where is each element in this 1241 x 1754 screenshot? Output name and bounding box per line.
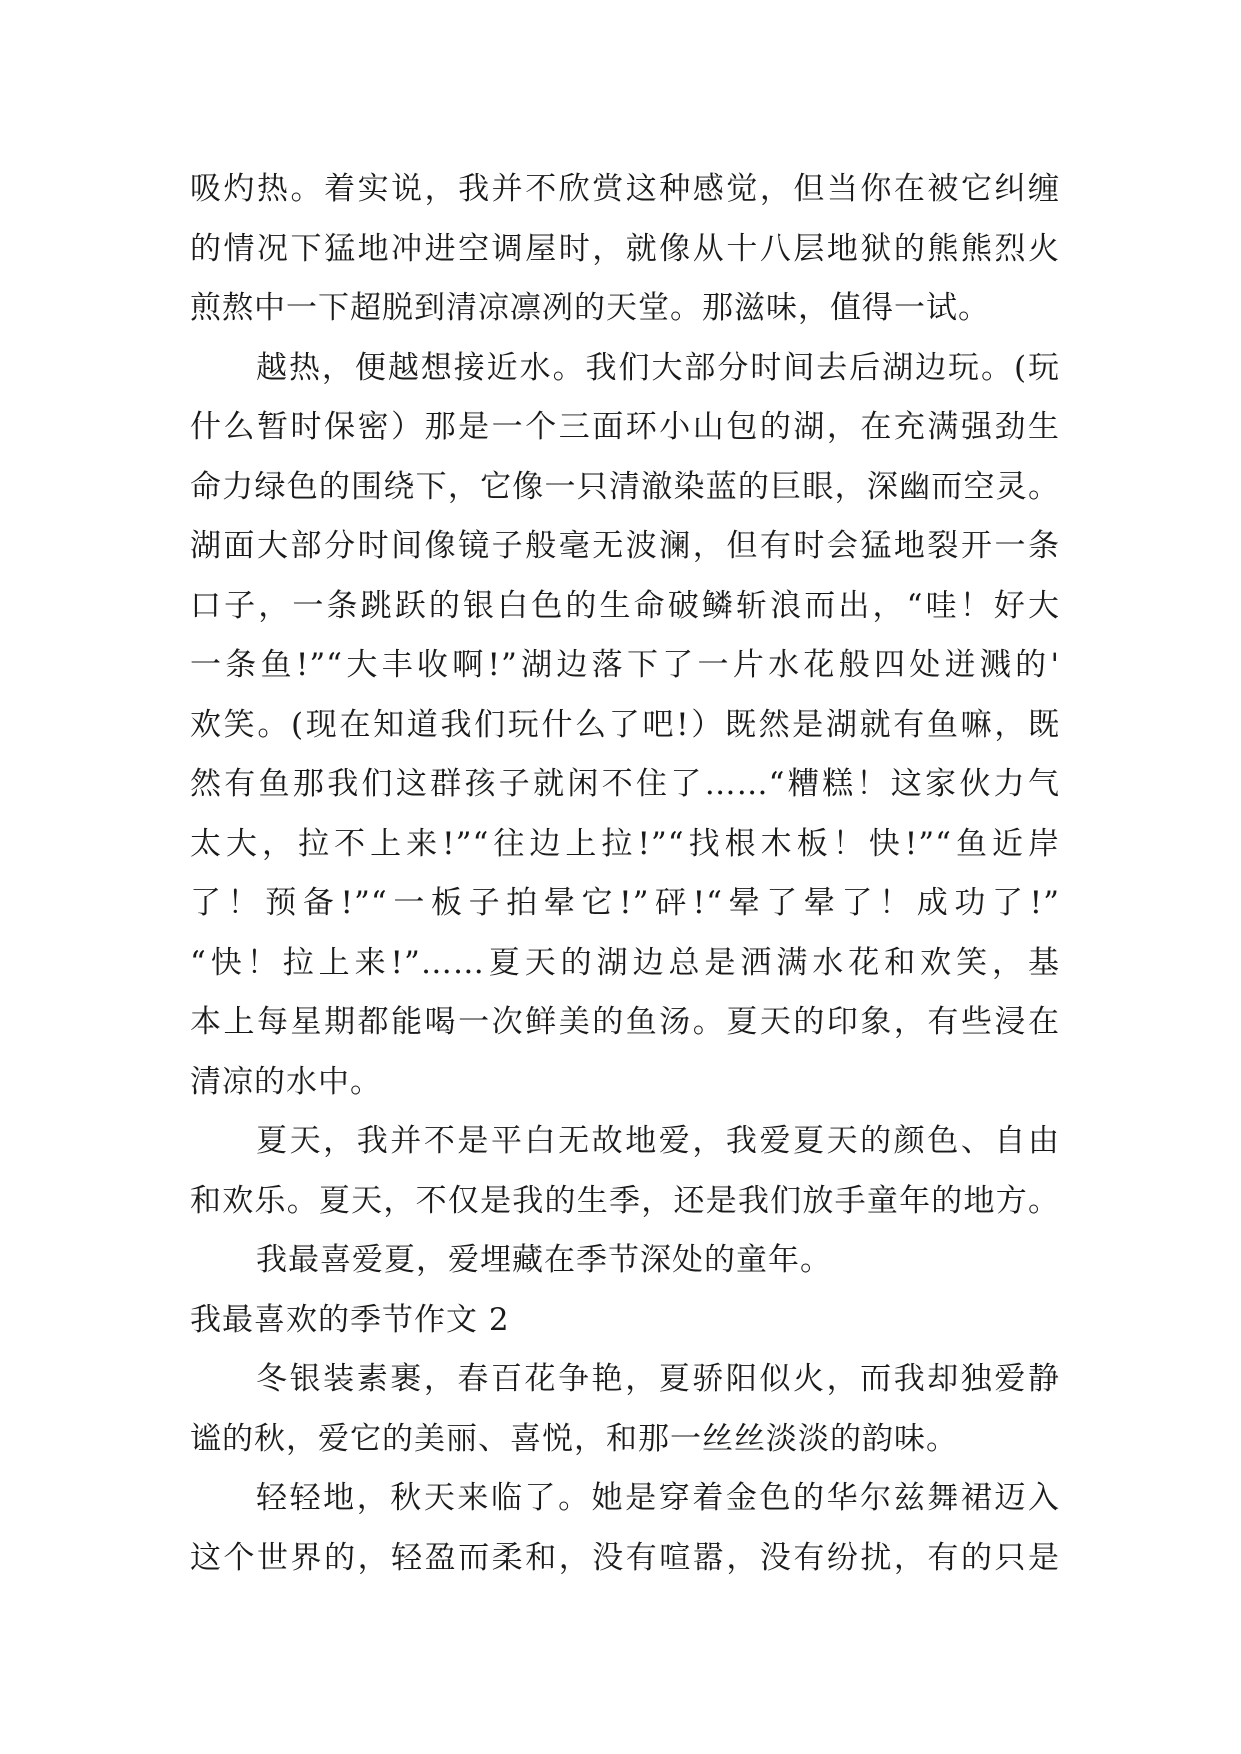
text-line-17: 夏天，我并不是平白无故地爱，我爱夏天的颜色、自由: [256, 1123, 1060, 1159]
text-line-21: 冬银装素裹，春百花争艳，夏骄阳似火，而我却独爱静: [256, 1361, 1060, 1397]
essay-body: [190, 160, 1060, 1588]
text-line-14: “快！拉上来!”……夏天的湖边总是洒满水花和欢笑，基: [190, 944, 1060, 981]
text-line-1: 吸灼热。着实说，我并不欣赏这种感觉，但当你在被它纠缠: [190, 171, 1060, 207]
text-line-4: 越热，便越想接近水。我们大部分时间去后湖边玩。(玩: [256, 349, 1060, 386]
text-line-23: 轻轻地，秋天来临了。她是穿着金色的华尔兹舞裙迈入: [256, 1480, 1060, 1516]
text-line-10: 欢笑。(现在知道我们玩什么了吧!）既然是湖就有鱼嘛，既: [190, 706, 1060, 743]
text-line-2: 的情况下猛地冲进空调屋时，就像从十八层地狱的熊熊烈火: [190, 230, 1060, 267]
text-line-11: 然有鱼那我们这群孩子就闲不住了……“糟糕！这家伙力气: [190, 766, 1060, 802]
text-line-8: 口子，一条跳跃的银白色的生命破鳞斩浪而出，“哇！好大: [190, 587, 1060, 624]
section-heading: 我最喜欢的季节作文 2: [190, 1301, 510, 1338]
text-line-6: 命力绿色的围绕下，它像一只清澈染蓝的巨眼，深幽而空灵。: [190, 468, 1060, 505]
text-line-9: 一条鱼!”“大丰收啊!”湖边落下了一片水花般四处迸溅的': [190, 647, 1060, 683]
text-line-5: 什么暂时保密）那是一个三面环小山包的湖，在充满强劲生: [190, 409, 1060, 445]
text-line-24: 这个世界的，轻盈而柔和，没有喧嚣，没有纷扰，有的只是: [190, 1539, 1060, 1576]
text-line-18: 和欢乐。夏天，不仅是我的生季，还是我们放手童年的地方。: [190, 1182, 1060, 1219]
text-line-12: 太大，拉不上来!”“往边上拉!”“找根木板！快!”“鱼近岸: [190, 825, 1060, 862]
text-line-15: 本上每星期都能喝一次鲜美的鱼汤。夏天的印象，有些浸在: [190, 1004, 1060, 1040]
text-line-16: 清凉的水中。: [190, 1063, 382, 1100]
text-line-3: 煎熬中一下超脱到清凉凛冽的天堂。那滋味，值得一试。: [190, 290, 990, 326]
text-line-13: 了！预备!”“一板子拍晕它!”砰!“晕了晕了！成功了!”: [190, 885, 1060, 921]
text-line-22: 谧的秋，爱它的美丽、喜悦，和那一丝丝淡淡的韵味。: [190, 1420, 958, 1457]
text-line-7: 湖面大部分时间像镜子般毫无波澜，但有时会猛地裂开一条: [190, 528, 1060, 564]
text-line-19: 我最喜爱夏，爱埋藏在季节深处的童年。: [256, 1242, 832, 1278]
